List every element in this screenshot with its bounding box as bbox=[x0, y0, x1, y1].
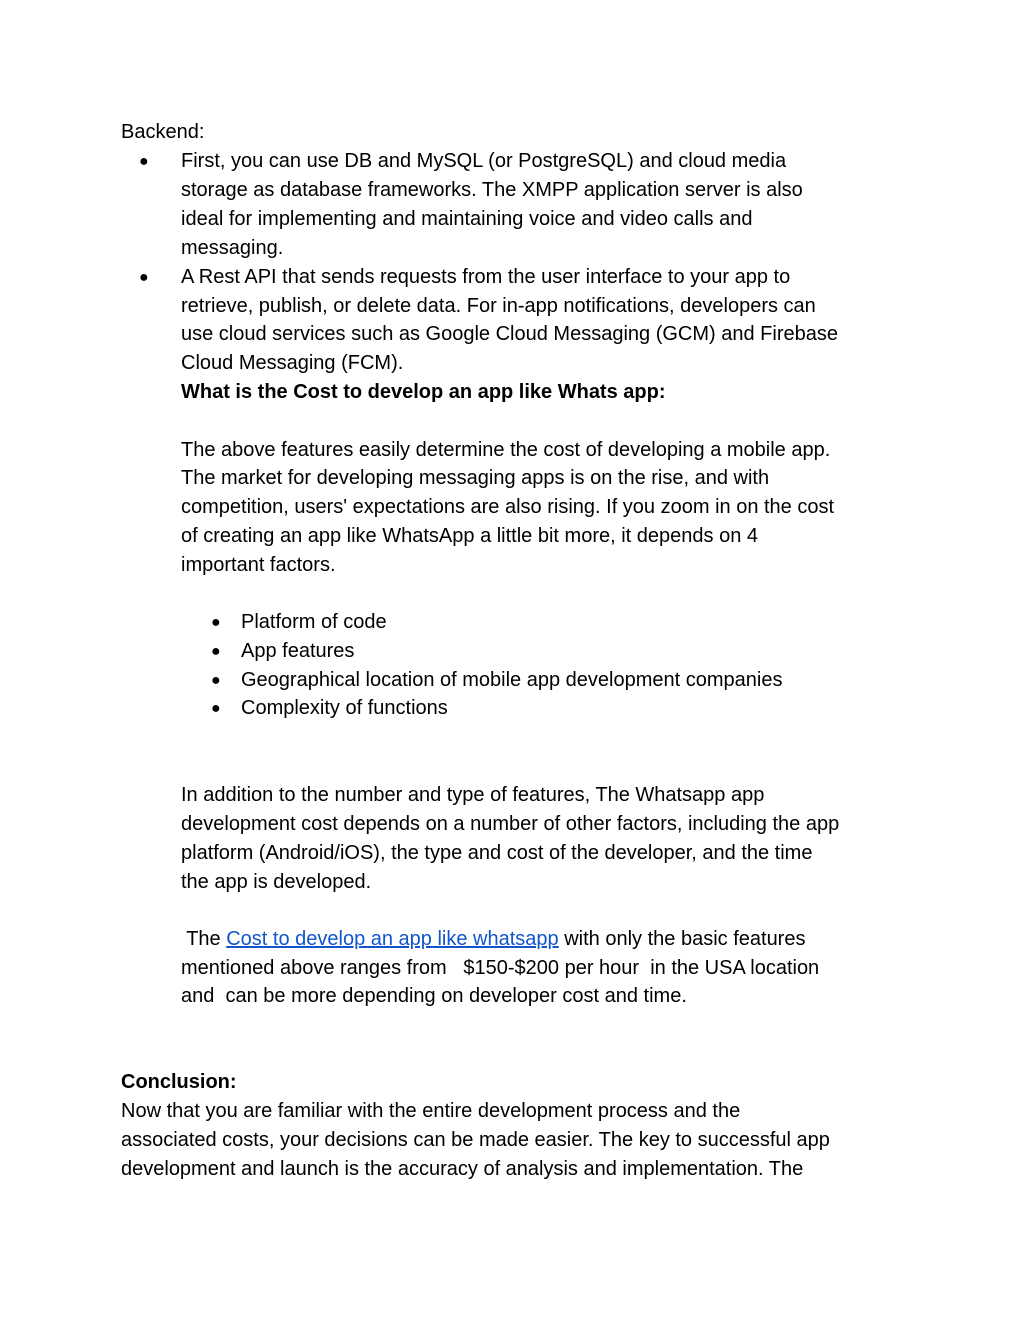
addition-line-3: platform (Android/iOS), the type and cost of the developer, and the time bbox=[181, 842, 813, 864]
addition-line-4: the app is developed. bbox=[181, 871, 372, 893]
cost-intro-line-5: important factors. bbox=[181, 554, 336, 576]
cost-heading: What is the Cost to develop an app like Whats app: bbox=[181, 381, 666, 403]
price-line-1 bbox=[181, 925, 805, 954]
backend-item-1-line-4: messaging. bbox=[181, 237, 284, 259]
backend-item-2-line-2: retrieve, publish, or delete data. For in-app notifications, developers can bbox=[181, 295, 816, 317]
conclusion-line-3: development and launch is the accuracy of analysis and implementation. The bbox=[121, 1158, 804, 1180]
price-suffix: with only the basic features bbox=[558, 928, 806, 950]
factor-item: Complexity of functions bbox=[241, 697, 448, 719]
backend-item-1-line-1: First, you can use DB and MySQL (or PostgreSQL) and cloud media bbox=[181, 150, 787, 172]
bullet-icon: ● bbox=[139, 153, 149, 170]
addition-line-2: development cost depends on a number of other factors, including the app bbox=[181, 813, 840, 835]
cost-intro-line-1: The above features easily determine the cost of developing a mobile app. bbox=[181, 439, 831, 461]
price-line-3: and can be more depending on developer cost and time. bbox=[181, 985, 687, 1007]
backend-item-1-line-2: storage as database frameworks. The XMPP application server is also bbox=[181, 179, 803, 201]
conclusion-heading: Conclusion: bbox=[121, 1071, 237, 1093]
backend-item-2-line-3: use cloud services such as Google Cloud Messaging (GCM) and Firebase bbox=[181, 323, 838, 345]
price-line-2: mentioned above ranges from $150-$200 per hour in the USA location bbox=[181, 957, 820, 979]
backend-item-1-line-3: ideal for implementing and maintaining voice and video calls and bbox=[181, 208, 753, 230]
backend-item-2-line-1: A Rest API that sends requests from the user interface to your app to bbox=[181, 266, 791, 288]
bullet-icon: ● bbox=[211, 643, 221, 660]
factor-item: App features bbox=[241, 640, 355, 662]
bullet-icon: ● bbox=[211, 672, 221, 689]
addition-line-1: In addition to the number and type of features, The Whatsapp app bbox=[181, 784, 765, 806]
bullet-icon: ● bbox=[211, 700, 221, 717]
factor-item: Geographical location of mobile app development companies bbox=[241, 669, 783, 691]
bullet-icon: ● bbox=[211, 614, 221, 631]
backend-item-2-line-4: Cloud Messaging (FCM). bbox=[181, 352, 404, 374]
bullet-icon: ● bbox=[139, 269, 149, 286]
cost-link[interactable]: Cost to develop an app like whatsapp bbox=[226, 928, 559, 950]
cost-intro-line-2: The market for developing messaging apps is on the rise, and with bbox=[181, 467, 770, 489]
cost-intro-line-3: competition, users' expectations are also rising. If you zoom in on the cost bbox=[181, 496, 835, 518]
cost-intro-line-4: of creating an app like WhatsApp a little bit more, it depends on 4 bbox=[181, 525, 759, 547]
conclusion-line-1: Now that you are familiar with the entire development process and the bbox=[121, 1100, 741, 1122]
price-prefix: The bbox=[181, 928, 227, 950]
backend-heading: Backend: bbox=[121, 121, 205, 143]
conclusion-line-2: associated costs, your decisions can be made easier. The key to successful app bbox=[121, 1129, 830, 1151]
factor-item: Platform of code bbox=[241, 611, 387, 633]
